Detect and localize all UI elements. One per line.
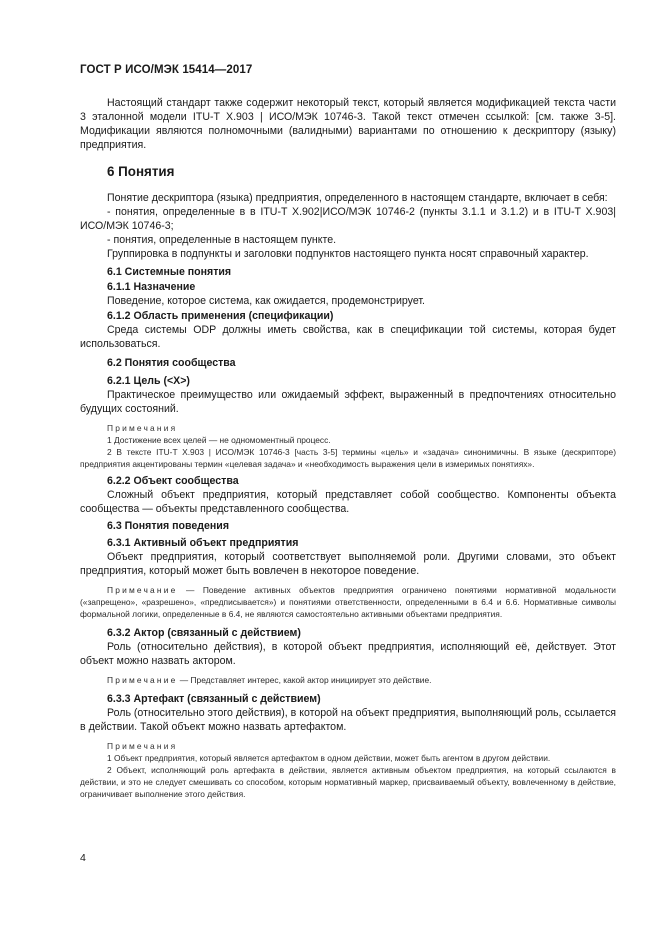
page-number: 4 — [80, 852, 86, 864]
note-1: 1 Объект предприятия, который является артефактом в одном действии, может быть агентом в другом действии. — [107, 753, 551, 763]
section-6-2-2-text: Сложный объект предприятия, который представляет собой сообщество. Компоненты объекта сообщества — объекты представленного сообщества. — [80, 489, 616, 515]
section-6-3-2-text: Роль (относительно действия), в которой объект предприятия, исполняющий её, действует. Этот объект можно назвать актором. — [80, 641, 616, 667]
section-6-2-2-title: 6.2.2 Объект сообщества — [107, 475, 239, 487]
section-6-3-1-text: Объект предприятия, который соответствует выполняемой роли. Другими словами, это объект предприятия, который может быть вовлечен в некоторое поведение. — [80, 551, 616, 577]
document-body — [80, 96, 616, 800]
note-label: Примечание — [107, 585, 178, 595]
notes-heading: Примечания — [107, 741, 178, 751]
section-6-1-1-text: Поведение, которое система, как ожидается, продемонстрирует. — [107, 295, 425, 307]
section-6-title: 6 Понятия — [107, 164, 175, 179]
document-code-header: ГОСТ Р ИСО/МЭК 15414—2017 — [80, 64, 253, 76]
section-6-2-title: 6.2 Понятия сообщества — [107, 357, 236, 369]
section-6-1-2-text: Среда системы ODP должны иметь свойства, как в спецификации той системы, которая будет использоваться. — [80, 324, 616, 350]
section-6-3-title: 6.3 Понятия поведения — [107, 520, 230, 532]
section-6-3-1-note — [80, 584, 616, 620]
note-label: Примечание — [107, 675, 178, 685]
section-6-2-1-text: Практическое преимущество или ожидаемый эффект, выраженный в предпочтениях относительно будущих состояний. — [80, 389, 616, 415]
section-6-1-2-title: 6.1.2 Область применения (спецификации) — [107, 310, 334, 322]
section-6-3-2-title: 6.3.2 Актор (связанный с действием) — [107, 627, 301, 639]
note-text: — Поведение активных объектов предприятия ограничено понятиями нормативной модальности («запрещено», «разрешено», «предписывается») и понятиями ответственности, определенными в 6.4 и 6.6. Нормативные символы формальной логики, определенные в 6.4, не являются самостоятельно активными объектами предприятия. — [80, 585, 616, 619]
section-6-3-1-title: 6.3.1 Активный объект предприятия — [107, 537, 299, 549]
section-6-1-1-title: 6.1.1 Назначение — [107, 281, 196, 293]
note-2: 2 В тексте ITU-T X.903 | ИСО/МЭК 10746-3 [часть 3-5] термины «цель» и «задача» синонимичны. В языке (дескрипторе) предприятия акцентированы термин «целевая задача» и «необходимость выражения цели в измеримых понятиях». — [80, 447, 616, 469]
note-1: 1 Достижение всех целей — не одномоментный процесс. — [107, 435, 331, 445]
notes-heading: Примечания — [107, 423, 178, 433]
section-6-3-3-title: 6.3.3 Артефакт (связанный с действием) — [107, 693, 321, 705]
section-6-list-item-1: - понятия, определенные в в ITU-T X.902|ИСО/МЭК 10746-2 (пункты 3.1.1 и 3.1.2) и в ITU-T X.903| ИСО/МЭК 10746-3; — [80, 206, 616, 232]
section-6-2-1-title: 6.2.1 Цель (<X>) — [107, 375, 190, 387]
note-text: — Представляет интерес, какой актор инициирует это действие. — [177, 675, 432, 685]
section-6-list-item-2: - понятия, определенные в настоящем пункте. — [107, 234, 337, 246]
section-6-paragraph-1: Понятие дескриптора (языка) предприятия, определенного в настоящем стандарте, включает в себя: — [107, 192, 608, 204]
section-6-3-3-text: Роль (относительно этого действия), в которой на объект предприятия, выполняющий роль, ссылается в действии. Такой объект можно назвать артефактом. — [80, 707, 616, 733]
intro-paragraph: Настоящий стандарт также содержит некоторый текст, который является модификацией текста части 3 эталонной модели ITU-T X.903 | ИСО/МЭК 10746-3. Такой текст отмечен ссылкой: [см. также 3-5]. Модификации являются полномочными (валидными) вариантами по отношению к дескриптору (языку) предприятия. — [80, 97, 616, 151]
section-6-1-title: 6.1 Системные понятия — [107, 266, 232, 278]
section-6-paragraph-2: Группировка в подпункты и заголовки подпунктов настоящего пункта носят справочный характер. — [107, 248, 589, 260]
note-2: 2 Объект, исполняющий роль артефакта в действии, является активным объектом предприятия, на который ссылаются в действии, и это не следует смешивать со способом, которым нормативный маркер, присваиваемый объекту, вовлеченному в действие, ограничивает выполнение этого действия. — [80, 765, 616, 799]
section-6-3-2-note — [80, 674, 616, 686]
